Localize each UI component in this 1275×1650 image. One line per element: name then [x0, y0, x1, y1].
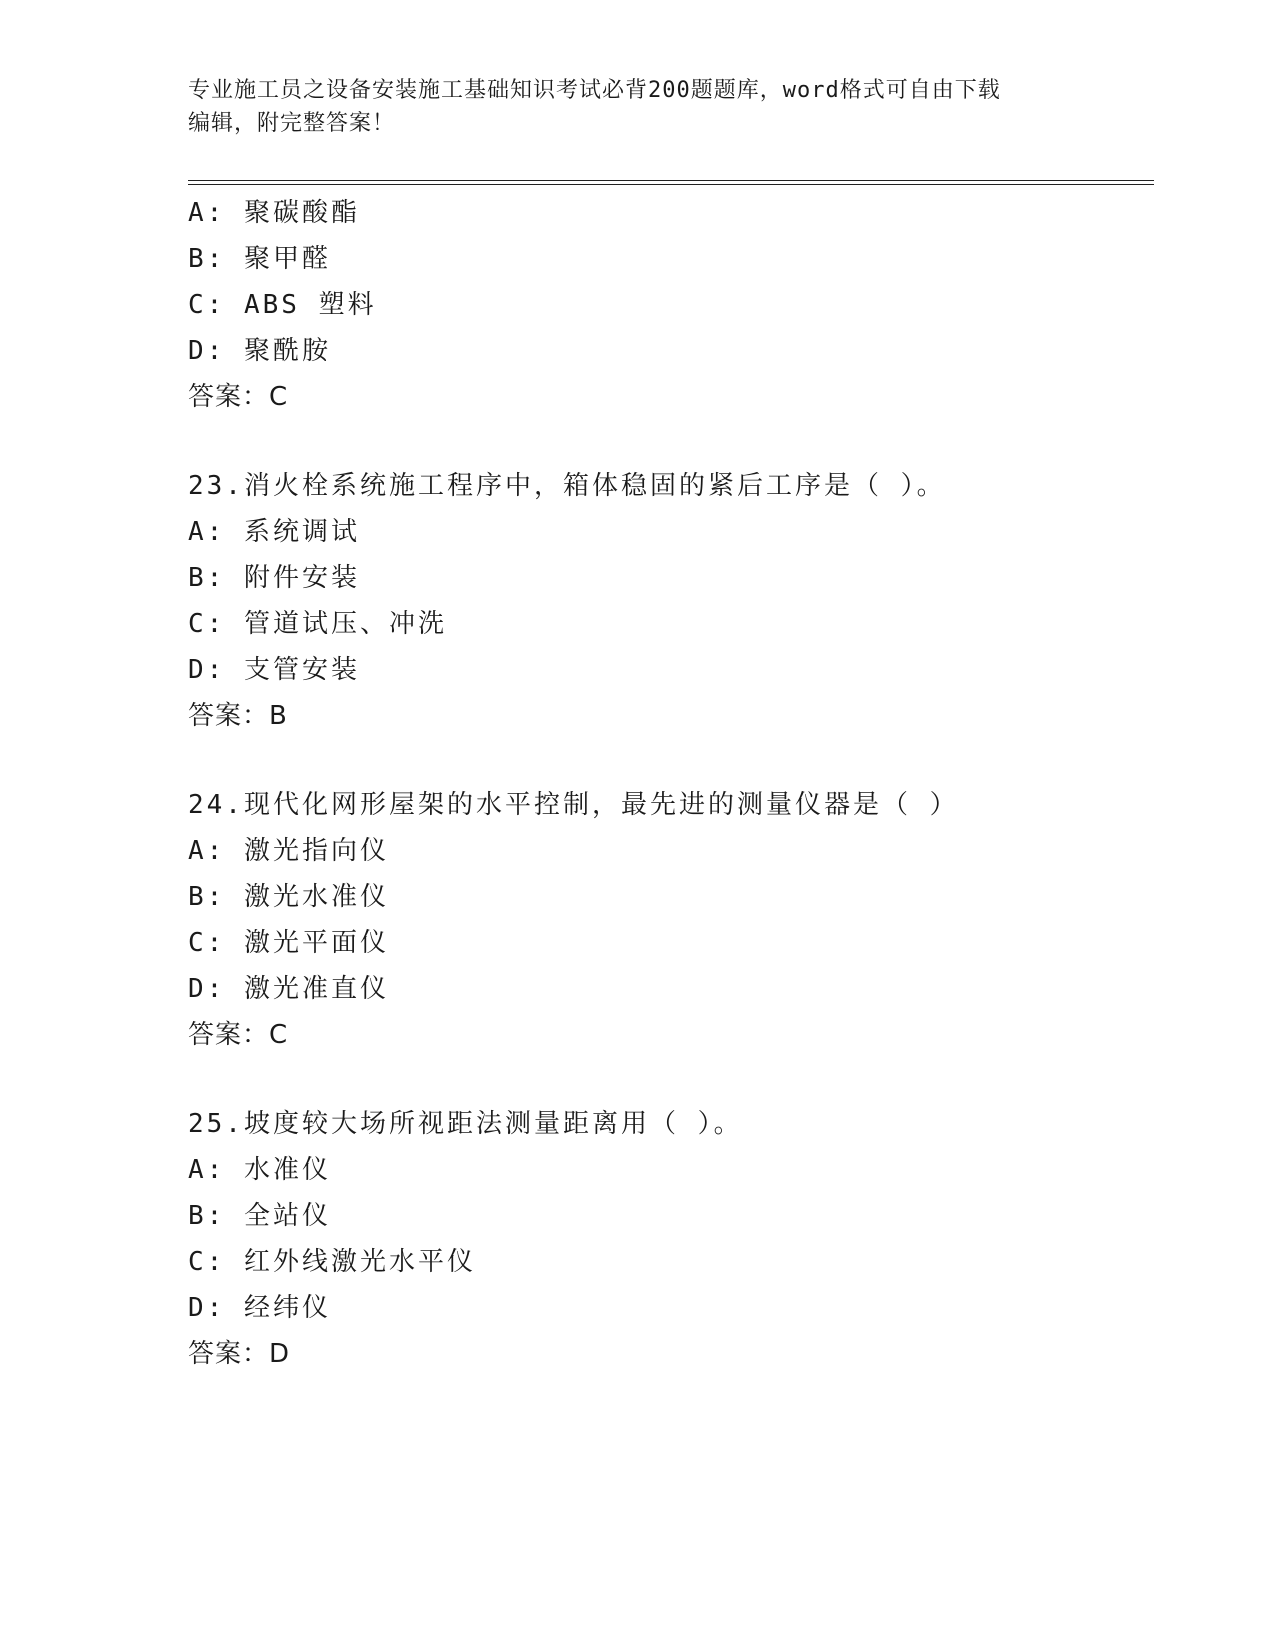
block-spacer — [188, 420, 1148, 463]
document-header — [188, 74, 1088, 140]
question-block-25 — [188, 1101, 1148, 1377]
option-b: B: 全站仪 — [188, 1201, 331, 1231]
answer: 答案：B — [188, 701, 288, 731]
header-title-line-2: 编辑，附完整答案！ — [188, 111, 396, 136]
question-text: 24.现代化网形屋架的水平控制，最先进的测量仪器是（ ） — [188, 790, 959, 820]
option-a: A: 激光指向仪 — [188, 836, 389, 866]
question-block-22 — [188, 190, 1148, 420]
option-b: B: 附件安装 — [188, 563, 360, 593]
header-divider-bottom — [188, 184, 1154, 185]
question-list — [188, 190, 1148, 1377]
block-spacer — [188, 1058, 1148, 1101]
option-c: C: 激光平面仪 — [188, 928, 389, 958]
option-c: C: ABS 塑料 — [188, 290, 377, 320]
question-block-23 — [188, 463, 1148, 739]
header-divider-top — [188, 180, 1154, 181]
question-text: 25.坡度较大场所视距法测量距离用（ ）。 — [188, 1109, 743, 1139]
header-title-line-1: 专业施工员之设备安装施工基础知识考试必背200题题库，word格式可自由下载 — [188, 78, 1001, 103]
option-d: D: 支管安装 — [188, 655, 360, 685]
answer: 答案：C — [188, 382, 289, 412]
option-b: B: 激光水准仪 — [188, 882, 389, 912]
option-d: D: 激光准直仪 — [188, 974, 389, 1004]
question-text: 23.消火栓系统施工程序中，箱体稳固的紧后工序是（ ）。 — [188, 471, 946, 501]
answer: 答案：C — [188, 1020, 289, 1050]
option-a: A: 聚碳酸酯 — [188, 198, 360, 228]
block-spacer — [188, 739, 1148, 782]
option-c: C: 管道试压、冲洗 — [188, 609, 447, 639]
option-a: A: 系统调试 — [188, 517, 360, 547]
answer: 答案：D — [188, 1339, 291, 1369]
option-d: D: 聚酰胺 — [188, 336, 331, 366]
question-block-24 — [188, 782, 1148, 1058]
option-d: D: 经纬仪 — [188, 1293, 331, 1323]
option-c: C: 红外线激光水平仪 — [188, 1247, 476, 1277]
option-b: B: 聚甲醛 — [188, 244, 331, 274]
option-a: A: 水准仪 — [188, 1155, 331, 1185]
